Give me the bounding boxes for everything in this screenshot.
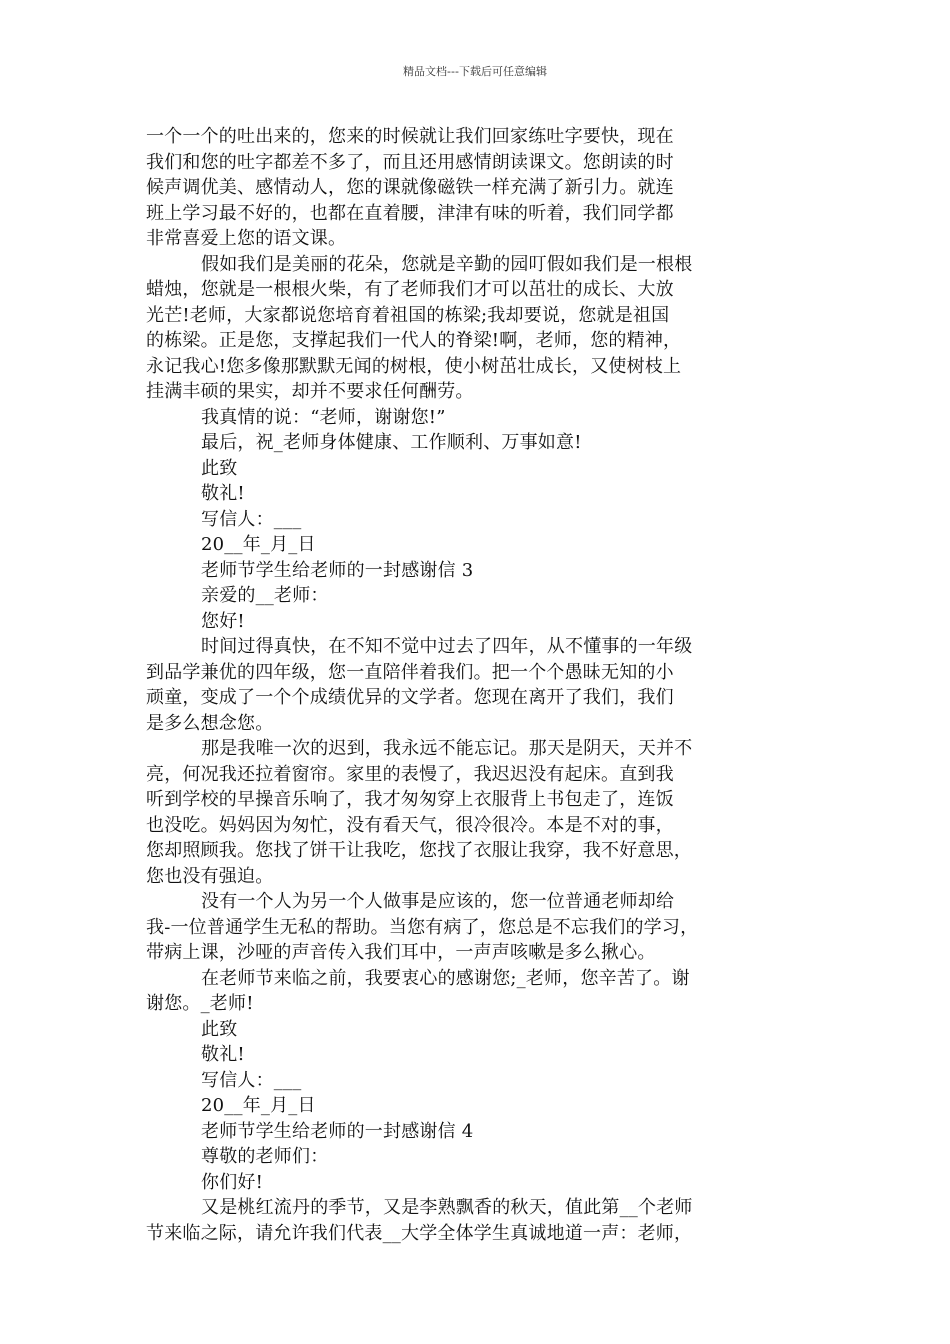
text-line: 假如我们是美丽的花朵，您就是辛勤的园叮假如我们是一根根: [201, 253, 693, 275]
text-line: 写信人：___: [201, 1069, 302, 1091]
text-line: 也没吃。妈妈因为匆忙，没有看天气，很冷很冷。本是不对的事，: [146, 814, 674, 836]
text-line: 带病上课，沙哑的声音传入我们耳中，一声声咳嗽是多么揪心。: [146, 942, 656, 963]
text-line: 我-一位普通学生无私的帮助。当您有病了，您总是不忘我们的学习，: [146, 916, 699, 938]
text-line: 非常喜爱上您的语文课。: [146, 228, 347, 249]
text-line: 永记我心!您多像那默默无闻的树根，使小树茁壮成长，又使树枝上: [146, 355, 682, 377]
text-line: 您却照顾我。您找了饼干让我吃，您找了衣服让我穿，我不好意思，: [146, 840, 692, 861]
text-line: 是多么想念您。: [146, 712, 274, 734]
text-line: 顽童，变成了一个个成绩优异的文学者。您现在离开了我们，我们: [146, 687, 674, 708]
text-line: 此致: [201, 457, 238, 479]
text-line: 光芒!老师，大家都说您培育着祖国的栋梁;我却要说，您就是祖国: [146, 304, 670, 326]
text-line: 最后，祝_老师身体健康、工作顺利、万事如意!: [201, 432, 582, 453]
text-line: 又是桃红流丹的季节，又是李熟飘香的秋天，值此第__个老师: [201, 1197, 693, 1218]
text-line: 听到学校的早操音乐响了，我才匆匆穿上衣服背上书包走了，连饭: [146, 789, 674, 810]
text-line: 到品学兼优的四年级，您一直陪伴着我们。把一个个愚昧无知的小: [146, 661, 674, 683]
text-line: 在老师节来临之前，我要衷心的感谢您;_老师，您辛苦了。谢: [201, 967, 690, 989]
text-line: 没有一个人为另一个人做事是应该的，您一位普通老师却给: [201, 891, 675, 912]
text-line: 的栋梁。正是您，支撑起我们一代人的脊梁!啊，老师，您的精神，: [146, 330, 682, 351]
text-line: 亲爱的__老师：: [201, 585, 329, 606]
page-header: 精品文档---下载后可任意编辑: [403, 65, 547, 78]
text-line: 蜡烛，您就是一根根火柴，有了老师我们才可以茁壮的成长、大放: [146, 279, 674, 300]
text-line: 那是我唯一次的迟到，我永远不能忘记。那天是阴天，天并不: [201, 738, 693, 759]
text-line: 敬礼!: [201, 1044, 245, 1065]
text-line: 20__年_月_日: [201, 534, 316, 555]
text-line: 我们和您的吐字都差不多了，而且还用感情朗读课文。您朗读的时: [146, 151, 674, 173]
text-line: 节来临之际，请允许我们代表__大学全体学生真诚地道一声：老师，: [146, 1222, 693, 1244]
document-body: [146, 124, 812, 1246]
text-line: 候声调优美、感情动人，您的课就像磁铁一样充满了新引力。就连: [146, 177, 674, 198]
text-line: 时间过得真快，在不知不觉中过去了四年，从不懂事的一年级: [201, 636, 693, 657]
text-line: 班上学习最不好的，也都在直着腰，津津有味的听着，我们同学都: [146, 202, 674, 224]
text-line: 尊敬的老师们：: [201, 1146, 329, 1167]
text-line: 您也没有强迫。: [146, 865, 274, 887]
text-line: 写信人：___: [201, 508, 302, 530]
text-line: 您好!: [201, 610, 245, 632]
text-line: 一个一个的吐出来的，您来的时候就让我们回家练吐字要快，现在: [146, 126, 674, 147]
text-line: 挂满丰硕的果实，却并不要求任何酬劳。: [146, 381, 474, 402]
text-line: 你们好!: [201, 1171, 264, 1193]
text-line: 敬礼!: [201, 483, 245, 504]
text-line: 此致: [201, 1018, 238, 1040]
text-line: 谢您。_老师!: [146, 993, 254, 1014]
text-line: 亮，何况我还拉着窗帘。家里的表慢了，我迟迟没有起床。直到我: [146, 763, 674, 785]
text-line: 20__年_月_日: [201, 1095, 316, 1116]
text-line: 我真情的说：“老师，谢谢您!”: [201, 406, 446, 428]
text-line: 老师节学生给老师的一封感谢信 3: [201, 559, 474, 581]
text-line: 老师节学生给老师的一封感谢信 4: [201, 1120, 474, 1142]
